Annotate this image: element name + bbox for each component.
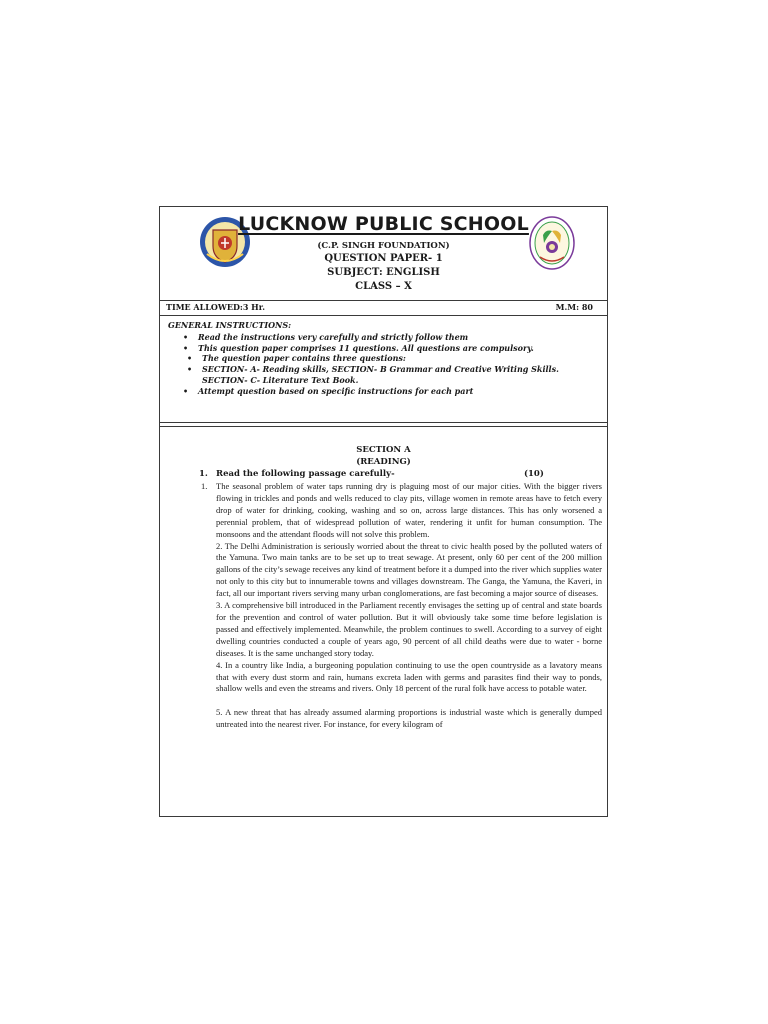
general-instructions <box>168 320 599 397</box>
instruction-item: • Read the instructions very carefully and strictly follow them <box>168 332 599 343</box>
instructions-divider-double <box>160 426 607 427</box>
question-number: 1. <box>199 469 208 479</box>
instruction-item: • Attempt question based on specific instructions for each part <box>168 386 599 397</box>
section-title: SECTION A <box>356 445 411 455</box>
passage-paragraph: 2. The Delhi Administration is seriously worried about the threat to civic health posed by the polluted waters of the Yamuna. Two main tanks are to be set up to treat sewage. At present, only 60 per cent of the 200 million gallons of the city’s sewage receives any kind of treatment before it a dumped into the river which supplies water not only to this city but to innumerable towns and villages downstream. The Ganga, the Yamuna, the Kaveri, in fact, all our important rivers serving many urban conglomerations, are fast becoming a major source of diseases. <box>216 540 602 599</box>
section-subtitle: (READING) <box>356 457 411 467</box>
passage-paragraph: 3. A comprehensive bill introduced in the Parliament recently envisages the setting up of central and state boards for the prevention and control of water pollution. But it will obviously take some time before legislation is passed and effectively implemented. Meanwhile, the problem continues to swell. According to a survey of eight dwelling countries conducted a couple of years ago, 90 percent of all child deaths were due to water - borne diseases. It is the same unchanged story today. <box>216 600 602 658</box>
instructions-list <box>168 332 599 397</box>
passage-paragraph: 4. In a country like India, a burgeoning population continuing to use the open countryside as a lavatory means that with every dust storm and rain, humans excreta laden with germs and parasites find their way to ponds, shallow wells and even the streams and rivers. Only 18 percent of the rural folk have access to potable water. <box>216 659 602 694</box>
passage-paragraph: 5. A new threat that has already assumed alarming proportions is industrial waste which is generally dumped untreated into the nearest river. For instance, for every kilogram of <box>216 707 602 730</box>
question-text: Read the following passage carefully- <box>216 469 395 479</box>
school-name: LUCKNOW PUBLIC SCHOOL <box>238 213 529 235</box>
max-marks: M.M: 80 <box>555 302 593 312</box>
meta-divider <box>160 315 607 316</box>
class-label: CLASS – X <box>355 281 412 292</box>
header-divider <box>160 300 607 301</box>
question-paper <box>159 206 608 817</box>
instruction-item: • This question paper comprises 11 questions. All questions are compulsory. <box>168 343 599 354</box>
question-1 <box>199 469 544 479</box>
foundation-label: (C.P. SINGH FOUNDATION) <box>317 241 450 251</box>
subject-label: SUBJECT: ENGLISH <box>327 267 440 278</box>
passage-lead-number: 1. <box>201 481 208 491</box>
paper-title: QUESTION PAPER- 1 <box>324 253 443 264</box>
question-marks: (10) <box>524 469 544 479</box>
paper-header <box>160 207 607 299</box>
passage-paragraph: The seasonal problem of water taps running dry is plaguing most of our major cities. With the bigger rivers flowing in trickles and ponds and wells reduced to clay pits, village women in remote areas have to fetch every drop of water for drinking, cooking, washing and so on, across large distances. This has only worsened a perennial problem, that of widespread pollution of water, rendering it unfit for human consumption. The monsoons and the attendant floods will not solve this problem. <box>216 481 602 539</box>
anniversary-emblem-logo <box>528 215 576 271</box>
instruction-item: • SECTION- A- Reading skills, SECTION- B Grammar and Creative Writing Skills. <box>168 364 599 375</box>
instruction-item: SECTION- C- Literature Text Book. <box>202 374 359 385</box>
exam-meta-row <box>160 302 607 314</box>
reading-passage <box>201 481 602 731</box>
instructions-divider <box>160 422 607 423</box>
instructions-title: GENERAL INSTRUCTIONS: <box>168 320 292 330</box>
time-allowed: TIME ALLOWED:3 Hr. <box>166 302 266 312</box>
instruction-item: • The question paper contains three questions: <box>168 353 599 364</box>
